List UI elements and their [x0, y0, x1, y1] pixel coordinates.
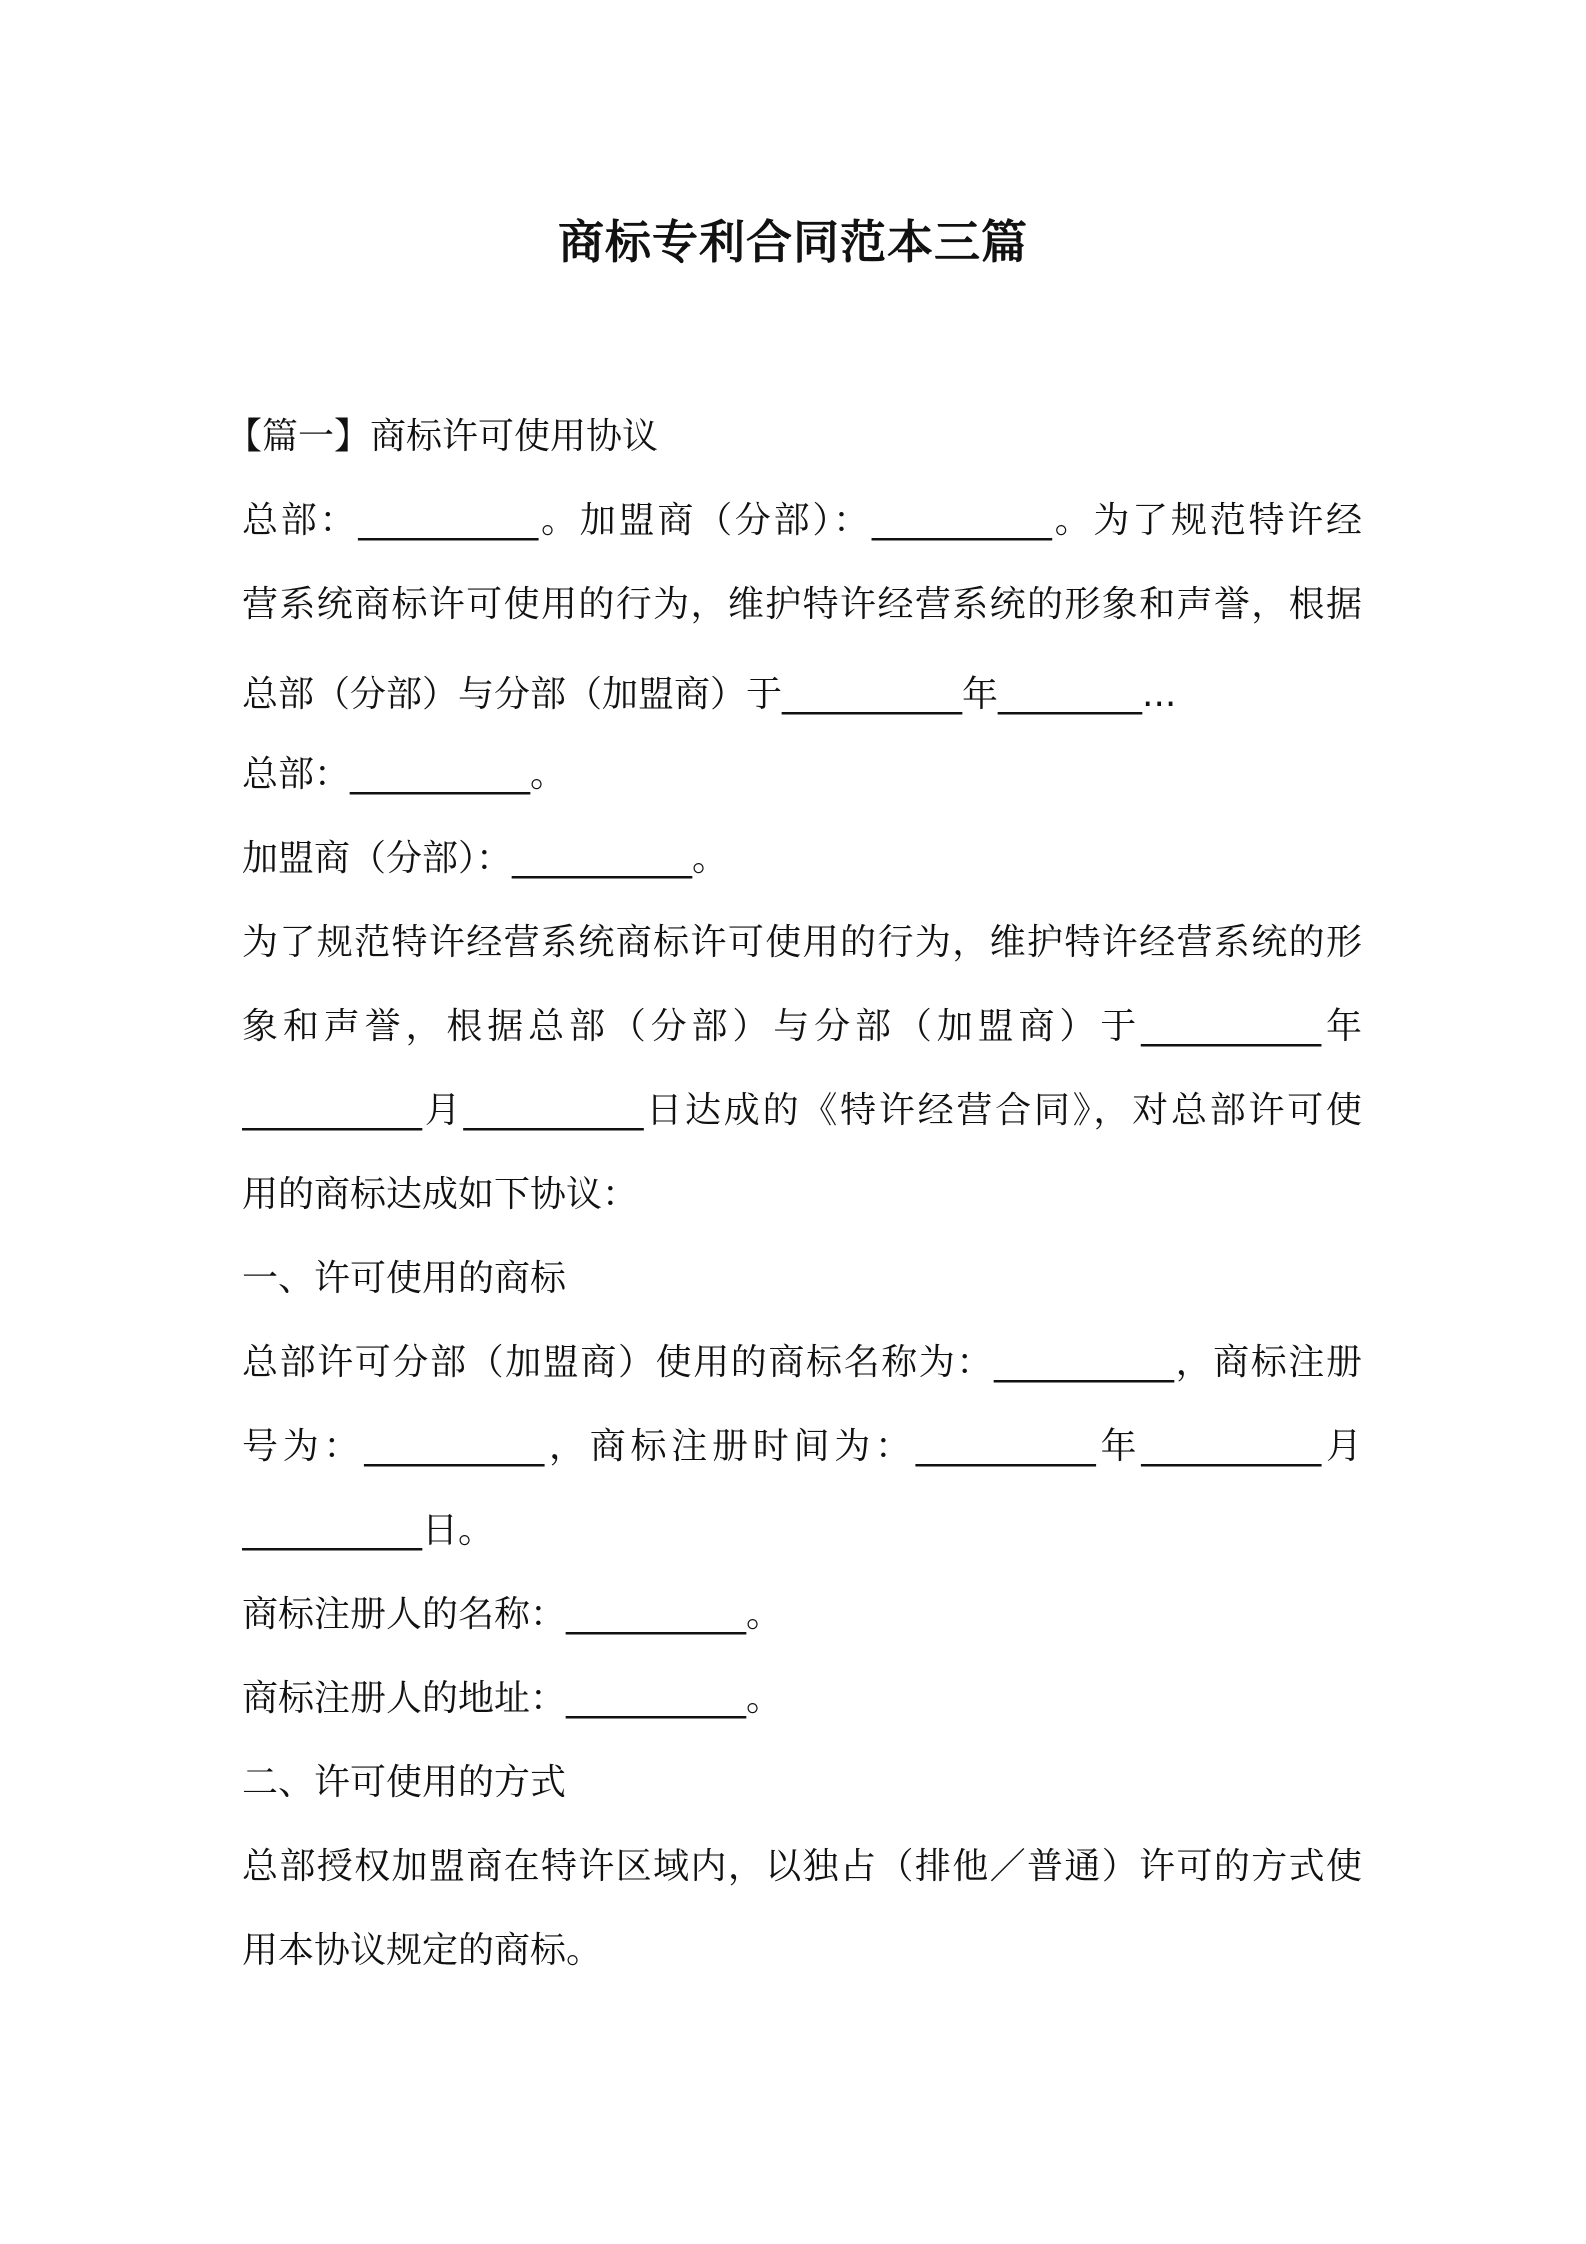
registrant-name: 商标注册人的名称：__________。 — [242, 1594, 783, 1635]
clause-heading-1: 一、许可使用的商标 — [242, 1258, 567, 1299]
paragraph-line-3: __________月__________日达成的《特许经营合同》，对总部许可使 — [242, 1090, 1362, 1131]
paragraph-line-2: 象和声誉，根据总部（分部）与分部（加盟商）于__________年 — [242, 1006, 1362, 1047]
clause-1-line-3: __________日。 — [242, 1510, 495, 1551]
summary-line-2: 营系统商标许可使用的行为，维护特许经营系统的形象和声誉，根据 — [242, 584, 1362, 625]
clause-1-line-2: 号为：__________，商标注册时间为：__________年__________月 — [242, 1426, 1362, 1467]
summary-line-1: 总部：__________。加盟商（分部）：__________。为了规范特许经 — [242, 500, 1362, 541]
party-franchisee: 加盟商（分部）：__________。 — [242, 838, 729, 879]
clause-2-line-2: 用本协议规定的商标。 — [242, 1930, 603, 1971]
paragraph-line-4: 用的商标达成如下协议： — [242, 1174, 639, 1215]
paragraph-line-1: 为了规范特许经营系统商标许可使用的行为，维护特许经营系统的形 — [242, 922, 1362, 963]
clause-2-line-1: 总部授权加盟商在特许区域内，以独占（排他／普通）许可的方式使 — [242, 1846, 1362, 1887]
section-heading: 【篇一】商标许可使用协议 — [226, 416, 659, 457]
registrant-address: 商标注册人的地址：__________。 — [242, 1678, 783, 1719]
clause-1-line-1: 总部许可分部（加盟商）使用的商标名称为：__________，商标注册 — [242, 1342, 1362, 1383]
party-headquarters: 总部：__________。 — [242, 754, 567, 795]
document-title: 商标专利合同范本三篇 — [558, 215, 1028, 269]
summary-line-3: 总部（分部）与分部（加盟商）于__________年________... — [242, 674, 1177, 715]
clause-heading-2: 二、许可使用的方式 — [242, 1762, 567, 1803]
